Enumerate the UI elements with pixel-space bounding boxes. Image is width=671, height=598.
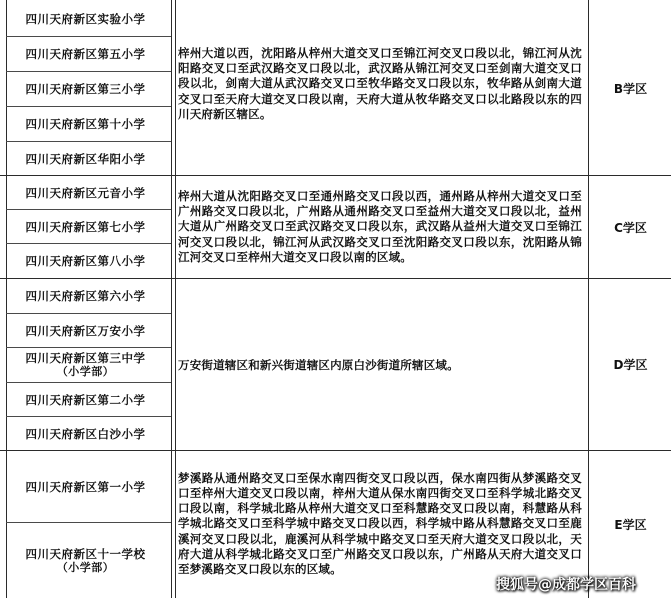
- school-cell: [0, 279, 171, 313]
- school-cell: [0, 37, 171, 71]
- school-cell: [0, 523, 171, 598]
- watermark-text: 搜狐号@成都学区百科: [496, 577, 636, 593]
- school-name: 四川天府新区实验小学: [25, 12, 146, 26]
- district-description: 梓州大道以西，沈阳路从梓州大道交叉口至锦江河交叉口段以北，锦江河从沈阳路交叉口至武汉路交叉口段以北，武汉路从锦江河交叉口至剑南大道交叉口段以北，剑南大道从武汉路交叉口至牧华路交叉口段以东，牧华路从剑南大道交叉口至天府大道交叉口段以南，天府大道从牧华路交叉口以北路段以东的四川天府新区辖区。: [178, 45, 582, 121]
- school-name: 四川天府新区第一小学: [25, 479, 146, 494]
- source-watermark: [496, 573, 668, 595]
- school-cell: [0, 210, 171, 243]
- school-name: 四川天府新区十一学校: [25, 546, 146, 561]
- school-cell: [0, 107, 171, 141]
- description-column-divider: [175, 0, 176, 598]
- school-name: 四川天府新区第十小学: [25, 117, 146, 131]
- zone-label: C学区: [614, 220, 647, 235]
- school-name: 四川天府新区第六小学: [25, 289, 146, 303]
- school-name: 四川天府新区第三小学: [25, 82, 146, 96]
- school-cell: [0, 142, 171, 175]
- school-cell: [0, 383, 171, 416]
- school-cell: [0, 244, 171, 278]
- district-description: 梓州大道从沈阳路交叉口至通州路交叉口段以西，通州路从梓州大道交叉口至广州路交叉口段以北，广州路从通州路交叉口至益州大道交叉口段以北，益州大道从广州路交叉口至武汉路交叉口段以东，武汉路从益州大道交叉口至锦江河交叉口段以北，锦江河从武汉路交叉口至沈阳路交叉口段以东，沈阳路从锦江河交叉口至梓州大道交叉口段以南的区域。: [178, 188, 582, 264]
- school-name: 四川天府新区第五小学: [25, 47, 146, 61]
- school-name: 四川天府新区万安小学: [25, 323, 146, 338]
- school-cell: [0, 176, 171, 209]
- school-name: 四川天府新区第八小学: [25, 254, 146, 268]
- zone-label: D学区: [613, 358, 648, 372]
- school-subtitle: （小学部）: [56, 365, 115, 378]
- district-description: 万安街道辖区和新兴街道辖区内原白沙街道所辖区域。: [178, 358, 459, 373]
- school-cell: [0, 451, 171, 522]
- school-name: 四川天府新区第三中学: [25, 351, 146, 365]
- school-cell: [0, 348, 171, 382]
- school-cell: [0, 2, 171, 36]
- zone-column-divider: [588, 0, 589, 598]
- zone-label: E学区: [614, 518, 647, 532]
- school-cell: [0, 417, 171, 450]
- district-description: 梦溪路从通州路交叉口至保水南四街交叉口段以西，保水南四街从梦溪路交叉口至梓州大道交叉口段以南，梓州大道从保水南四街交叉口至科学城北路交叉口段以南，科学城北路从梓州大道交叉口至科慧路交叉口段以南，科慧路从科学城北路交叉口至科学城中路交叉口段以西，科学城中路从科慧路交叉口至鹿溪河交叉口段以北，鹿溪河从科学城中路交叉口至天府大道交叉口段以北，天府大道从科学城北路交叉口至广州路交叉口段以东，广州路从天府大道交叉口至梦溪路交叉口段以东的区域。: [178, 470, 582, 576]
- school-subtitle: （小学部）: [56, 560, 115, 574]
- school-cell: [0, 72, 171, 106]
- school-name: 四川天府新区元音小学: [25, 185, 146, 200]
- school-name: 四川天府新区白沙小学: [25, 426, 146, 441]
- school-name: 四川天府新区华阳小学: [25, 151, 146, 166]
- school-cell: [0, 314, 171, 347]
- school-name: 四川天府新区第七小学: [25, 219, 146, 234]
- school-column-divider: [171, 0, 172, 598]
- zone-label: B学区: [613, 82, 648, 96]
- school-name: 四川天府新区第二小学: [25, 392, 146, 407]
